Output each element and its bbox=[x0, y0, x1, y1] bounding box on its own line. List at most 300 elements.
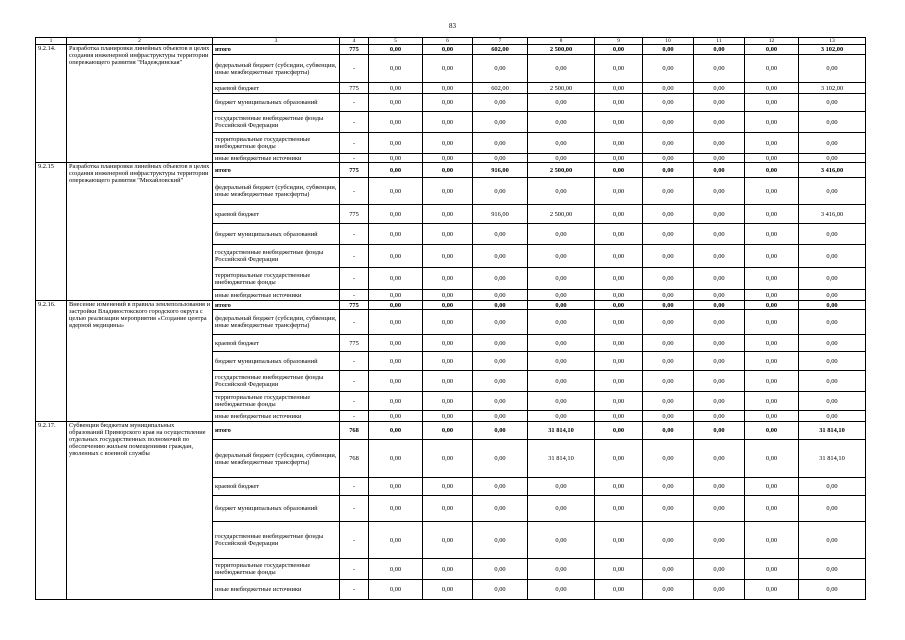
year-value: 0,00 bbox=[528, 133, 595, 154]
total-value: 0,00 bbox=[799, 496, 866, 522]
total-value: 0,00 bbox=[799, 154, 866, 163]
year-value: 0,00 bbox=[595, 352, 643, 371]
year-value: 0,00 bbox=[423, 310, 473, 335]
year-value: 0,00 bbox=[595, 133, 643, 154]
year-value: 0,00 bbox=[473, 422, 528, 440]
funding-source: краевой бюджет bbox=[213, 335, 340, 352]
budget-code: 775 bbox=[340, 163, 369, 178]
year-value: 0,00 bbox=[423, 440, 473, 478]
year-value: 0,00 bbox=[423, 245, 473, 268]
year-value: 0,00 bbox=[745, 478, 799, 496]
funding-source: иные внебюджетные источники bbox=[213, 290, 340, 301]
year-value: 0,00 bbox=[473, 335, 528, 352]
year-value: 0,00 bbox=[528, 559, 595, 580]
year-value: 0,00 bbox=[528, 94, 595, 112]
year-value: 0,00 bbox=[369, 310, 423, 335]
year-value: 0,00 bbox=[643, 112, 694, 133]
funding-source: краевой бюджет bbox=[213, 478, 340, 496]
column-number-row bbox=[36, 38, 866, 45]
funding-source: территориальные государственные внебюджетные фонды bbox=[213, 133, 340, 154]
total-value: 0,00 bbox=[799, 580, 866, 600]
funding-source: итого bbox=[213, 422, 340, 440]
year-value: 0,00 bbox=[369, 154, 423, 163]
year-value: 0,00 bbox=[528, 580, 595, 600]
funding-source: федеральный бюджет (субсидии, субвенции, иные межбюджетные трансферты) bbox=[213, 440, 340, 478]
year-value: 0,00 bbox=[745, 371, 799, 392]
budget-code: - bbox=[340, 154, 369, 163]
year-value: 0,00 bbox=[643, 178, 694, 205]
budget-code: - bbox=[340, 496, 369, 522]
total-value: 0,00 bbox=[799, 245, 866, 268]
year-value: 0,00 bbox=[595, 178, 643, 205]
year-value: 0,00 bbox=[643, 45, 694, 55]
item-number: 9.2.16. bbox=[36, 301, 67, 422]
funding-source: государственные внебюджетные фонды Российской Федерации bbox=[213, 371, 340, 392]
funding-source: федеральный бюджет (субсидии, субвенции, иные межбюджетные трансферты) bbox=[213, 178, 340, 205]
year-value: 0,00 bbox=[745, 290, 799, 301]
budget-code: - bbox=[340, 559, 369, 580]
year-value: 0,00 bbox=[369, 112, 423, 133]
page-number: 83 bbox=[449, 22, 456, 30]
year-value: 0,00 bbox=[369, 371, 423, 392]
year-value: 0,00 bbox=[694, 94, 745, 112]
budget-code: - bbox=[340, 290, 369, 301]
year-value: 0,00 bbox=[643, 94, 694, 112]
total-value: 0,00 bbox=[799, 371, 866, 392]
year-value: 0,00 bbox=[473, 478, 528, 496]
year-value: 0,00 bbox=[694, 55, 745, 83]
year-value: 0,00 bbox=[694, 45, 745, 55]
year-value: 0,00 bbox=[473, 411, 528, 422]
budget-code: - bbox=[340, 352, 369, 371]
item-name: Внесение изменений в правила землепользования и застройки Владивостокского городского округа с целью реализации мероприятия «Создание центра ядерной медицины» bbox=[67, 301, 213, 422]
year-value: 0,00 bbox=[745, 45, 799, 55]
year-value: 0,00 bbox=[745, 440, 799, 478]
year-value: 0,00 bbox=[423, 205, 473, 224]
year-value: 0,00 bbox=[369, 55, 423, 83]
year-value: 0,00 bbox=[473, 178, 528, 205]
year-value: 0,00 bbox=[528, 112, 595, 133]
year-value: 0,00 bbox=[643, 205, 694, 224]
total-value: 0,00 bbox=[799, 352, 866, 371]
year-value: 0,00 bbox=[694, 163, 745, 178]
total-value: 0,00 bbox=[799, 290, 866, 301]
year-value: 0,00 bbox=[745, 154, 799, 163]
total-value: 0,00 bbox=[799, 335, 866, 352]
total-value: 0,00 bbox=[799, 392, 866, 411]
year-value: 0,00 bbox=[473, 112, 528, 133]
year-value: 0,00 bbox=[694, 478, 745, 496]
funding-source: краевой бюджет bbox=[213, 83, 340, 94]
budget-code: - bbox=[340, 133, 369, 154]
year-value: 0,00 bbox=[694, 392, 745, 411]
funding-source: государственные внебюджетные фонды Российской Федерации bbox=[213, 112, 340, 133]
total-value: 0,00 bbox=[799, 112, 866, 133]
budget-code: - bbox=[340, 580, 369, 600]
year-value: 0,00 bbox=[473, 245, 528, 268]
year-value: 0,00 bbox=[745, 352, 799, 371]
year-value: 0,00 bbox=[528, 352, 595, 371]
year-value: 0,00 bbox=[423, 45, 473, 55]
year-value: 0,00 bbox=[473, 55, 528, 83]
year-value: 0,00 bbox=[473, 224, 528, 245]
year-value: 2 500,00 bbox=[528, 45, 595, 55]
year-value: 0,00 bbox=[473, 371, 528, 392]
year-value: 0,00 bbox=[369, 392, 423, 411]
year-value: 0,00 bbox=[643, 133, 694, 154]
year-value: 0,00 bbox=[745, 559, 799, 580]
total-value: 3 102,00 bbox=[799, 83, 866, 94]
year-value: 0,00 bbox=[369, 440, 423, 478]
year-value: 0,00 bbox=[423, 133, 473, 154]
year-value: 0,00 bbox=[423, 268, 473, 290]
total-value: 0,00 bbox=[799, 522, 866, 559]
year-value: 0,00 bbox=[694, 559, 745, 580]
year-value: 0,00 bbox=[473, 133, 528, 154]
column-number: 3 bbox=[213, 38, 340, 45]
year-value: 0,00 bbox=[694, 352, 745, 371]
year-value: 0,00 bbox=[745, 224, 799, 245]
year-value: 0,00 bbox=[643, 392, 694, 411]
column-number: 5 bbox=[369, 38, 423, 45]
budget-code: 775 bbox=[340, 45, 369, 55]
year-value: 0,00 bbox=[369, 224, 423, 245]
total-value: 0,00 bbox=[799, 133, 866, 154]
column-number: 11 bbox=[694, 38, 745, 45]
year-value: 0,00 bbox=[595, 422, 643, 440]
year-value: 0,00 bbox=[473, 310, 528, 335]
funding-source: иные внебюджетные источники bbox=[213, 580, 340, 600]
year-value: 0,00 bbox=[745, 411, 799, 422]
budget-code: - bbox=[340, 371, 369, 392]
budget-code: 775 bbox=[340, 205, 369, 224]
year-value: 0,00 bbox=[595, 335, 643, 352]
year-value: 0,00 bbox=[745, 205, 799, 224]
year-value: 0,00 bbox=[423, 522, 473, 559]
year-value: 0,00 bbox=[595, 580, 643, 600]
year-value: 0,00 bbox=[423, 371, 473, 392]
year-value: 0,00 bbox=[369, 268, 423, 290]
funding-source: бюджет муниципальных образований bbox=[213, 224, 340, 245]
year-value: 0,00 bbox=[528, 224, 595, 245]
year-value: 0,00 bbox=[595, 45, 643, 55]
year-value: 0,00 bbox=[694, 112, 745, 133]
column-number: 7 bbox=[473, 38, 528, 45]
year-value: 0,00 bbox=[528, 310, 595, 335]
year-value: 0,00 bbox=[423, 83, 473, 94]
year-value: 0,00 bbox=[369, 580, 423, 600]
column-number: 10 bbox=[643, 38, 694, 45]
year-value: 0,00 bbox=[423, 178, 473, 205]
year-value: 0,00 bbox=[643, 154, 694, 163]
year-value: 0,00 bbox=[595, 290, 643, 301]
year-value: 0,00 bbox=[745, 310, 799, 335]
year-value: 0,00 bbox=[473, 496, 528, 522]
year-value: 0,00 bbox=[643, 422, 694, 440]
year-value: 0,00 bbox=[694, 580, 745, 600]
year-value: 0,00 bbox=[745, 83, 799, 94]
funding-source: иные внебюджетные источники bbox=[213, 154, 340, 163]
year-value: 2 500,00 bbox=[528, 83, 595, 94]
total-value: 0,00 bbox=[799, 411, 866, 422]
year-value: 0,00 bbox=[694, 496, 745, 522]
year-value: 0,00 bbox=[369, 94, 423, 112]
budget-code: - bbox=[340, 268, 369, 290]
year-value: 0,00 bbox=[694, 133, 745, 154]
year-value: 0,00 bbox=[423, 55, 473, 83]
total-value: 31 814,10 bbox=[799, 440, 866, 478]
year-value: 0,00 bbox=[473, 440, 528, 478]
year-value: 0,00 bbox=[595, 478, 643, 496]
year-value: 0,00 bbox=[595, 205, 643, 224]
year-value: 0,00 bbox=[528, 268, 595, 290]
year-value: 0,00 bbox=[423, 154, 473, 163]
year-value: 0,00 bbox=[694, 335, 745, 352]
year-value: 0,00 bbox=[473, 559, 528, 580]
year-value: 0,00 bbox=[745, 268, 799, 290]
year-value: 0,00 bbox=[745, 522, 799, 559]
year-value: 0,00 bbox=[643, 496, 694, 522]
budget-code: - bbox=[340, 245, 369, 268]
year-value: 0,00 bbox=[423, 301, 473, 310]
year-value: 0,00 bbox=[369, 205, 423, 224]
table-row bbox=[36, 45, 866, 55]
budget-code: - bbox=[340, 55, 369, 83]
budget-code: - bbox=[340, 392, 369, 411]
year-value: 0,00 bbox=[473, 301, 528, 310]
year-value: 2 500,00 bbox=[528, 205, 595, 224]
year-value: 0,00 bbox=[369, 522, 423, 559]
total-value: 0,00 bbox=[799, 301, 866, 310]
year-value: 0,00 bbox=[369, 352, 423, 371]
year-value: 0,00 bbox=[473, 522, 528, 559]
item-number: 9.2.14. bbox=[36, 45, 67, 163]
budget-code: 768 bbox=[340, 422, 369, 440]
table-row bbox=[36, 301, 866, 310]
budget-code: - bbox=[340, 224, 369, 245]
year-value: 0,00 bbox=[595, 163, 643, 178]
funding-source: итого bbox=[213, 163, 340, 178]
year-value: 0,00 bbox=[595, 94, 643, 112]
year-value: 0,00 bbox=[745, 163, 799, 178]
budget-code: - bbox=[340, 310, 369, 335]
funding-source: федеральный бюджет (субсидии, субвенции, иные межбюджетные трансферты) bbox=[213, 310, 340, 335]
item-name: Субвенции бюджетам муниципальных образований Приморского края на осуществление отдельных государственных полномочий по обеспечению жильем помещениями граждан, уволенных с военной службы bbox=[67, 422, 213, 600]
column-number: 13 bbox=[799, 38, 866, 45]
funding-source: бюджет муниципальных образований bbox=[213, 496, 340, 522]
budget-code: 775 bbox=[340, 335, 369, 352]
year-value: 0,00 bbox=[528, 522, 595, 559]
year-value: 0,00 bbox=[694, 422, 745, 440]
year-value: 0,00 bbox=[423, 392, 473, 411]
year-value: 0,00 bbox=[643, 440, 694, 478]
year-value: 0,00 bbox=[423, 224, 473, 245]
year-value: 0,00 bbox=[369, 496, 423, 522]
year-value: 0,00 bbox=[745, 580, 799, 600]
budget-code: - bbox=[340, 522, 369, 559]
year-value: 0,00 bbox=[595, 411, 643, 422]
year-value: 0,00 bbox=[528, 55, 595, 83]
year-value: 0,00 bbox=[369, 290, 423, 301]
year-value: 0,00 bbox=[423, 94, 473, 112]
year-value: 0,00 bbox=[745, 55, 799, 83]
year-value: 0,00 bbox=[595, 224, 643, 245]
year-value: 0,00 bbox=[745, 178, 799, 205]
year-value: 0,00 bbox=[595, 392, 643, 411]
year-value: 0,00 bbox=[423, 163, 473, 178]
year-value: 0,00 bbox=[369, 422, 423, 440]
year-value: 0,00 bbox=[595, 245, 643, 268]
year-value: 0,00 bbox=[694, 440, 745, 478]
year-value: 0,00 bbox=[473, 392, 528, 411]
year-value: 0,00 bbox=[528, 301, 595, 310]
year-value: 0,00 bbox=[745, 94, 799, 112]
budget-code: - bbox=[340, 411, 369, 422]
funding-source: государственные внебюджетные фонды Российской Федерации bbox=[213, 522, 340, 559]
table-body bbox=[36, 38, 866, 600]
year-value: 0,00 bbox=[423, 335, 473, 352]
column-number: 12 bbox=[745, 38, 799, 45]
year-value: 0,00 bbox=[694, 154, 745, 163]
year-value: 0,00 bbox=[694, 245, 745, 268]
column-number: 2 bbox=[67, 38, 213, 45]
total-value: 0,00 bbox=[799, 310, 866, 335]
year-value: 0,00 bbox=[643, 310, 694, 335]
item-name: Разработка планировки линейных объектов в целях создания инженерной инфраструктуры территории опережающего развития "Надеждинская" bbox=[67, 45, 213, 163]
year-value: 0,00 bbox=[369, 301, 423, 310]
year-value: 0,00 bbox=[595, 112, 643, 133]
budget-table bbox=[35, 37, 866, 600]
year-value: 0,00 bbox=[595, 440, 643, 478]
year-value: 0,00 bbox=[595, 154, 643, 163]
total-value: 3 416,00 bbox=[799, 205, 866, 224]
table-row bbox=[36, 422, 866, 440]
year-value: 0,00 bbox=[473, 352, 528, 371]
year-value: 0,00 bbox=[694, 268, 745, 290]
column-number: 4 bbox=[340, 38, 369, 45]
funding-source: иные внебюджетные источники bbox=[213, 411, 340, 422]
year-value: 0,00 bbox=[643, 245, 694, 268]
year-value: 0,00 bbox=[694, 205, 745, 224]
year-value: 0,00 bbox=[528, 392, 595, 411]
year-value: 0,00 bbox=[643, 268, 694, 290]
total-value: 0,00 bbox=[799, 268, 866, 290]
year-value: 916,00 bbox=[473, 205, 528, 224]
year-value: 0,00 bbox=[423, 411, 473, 422]
year-value: 0,00 bbox=[423, 478, 473, 496]
total-value: 0,00 bbox=[799, 224, 866, 245]
budget-code: - bbox=[340, 178, 369, 205]
year-value: 0,00 bbox=[528, 154, 595, 163]
year-value: 0,00 bbox=[528, 335, 595, 352]
funding-source: бюджет муниципальных образований bbox=[213, 94, 340, 112]
year-value: 0,00 bbox=[694, 83, 745, 94]
year-value: 0,00 bbox=[643, 224, 694, 245]
year-value: 0,00 bbox=[369, 45, 423, 55]
funding-source: краевой бюджет bbox=[213, 205, 340, 224]
year-value: 0,00 bbox=[369, 411, 423, 422]
year-value: 0,00 bbox=[423, 559, 473, 580]
year-value: 0,00 bbox=[369, 559, 423, 580]
year-value: 0,00 bbox=[369, 163, 423, 178]
year-value: 602,00 bbox=[473, 83, 528, 94]
year-value: 0,00 bbox=[694, 178, 745, 205]
year-value: 0,00 bbox=[694, 310, 745, 335]
year-value: 602,00 bbox=[473, 45, 528, 55]
year-value: 0,00 bbox=[643, 411, 694, 422]
year-value: 0,00 bbox=[643, 55, 694, 83]
budget-code: - bbox=[340, 112, 369, 133]
total-value: 0,00 bbox=[799, 55, 866, 83]
year-value: 0,00 bbox=[369, 335, 423, 352]
budget-code: 775 bbox=[340, 301, 369, 310]
year-value: 0,00 bbox=[694, 290, 745, 301]
year-value: 0,00 bbox=[595, 268, 643, 290]
year-value: 0,00 bbox=[595, 522, 643, 559]
year-value: 0,00 bbox=[643, 559, 694, 580]
year-value: 0,00 bbox=[745, 301, 799, 310]
year-value: 0,00 bbox=[745, 392, 799, 411]
year-value: 0,00 bbox=[745, 112, 799, 133]
year-value: 0,00 bbox=[528, 245, 595, 268]
year-value: 0,00 bbox=[643, 522, 694, 559]
year-value: 0,00 bbox=[643, 163, 694, 178]
year-value: 0,00 bbox=[595, 310, 643, 335]
year-value: 0,00 bbox=[369, 178, 423, 205]
year-value: 0,00 bbox=[643, 580, 694, 600]
year-value: 0,00 bbox=[745, 496, 799, 522]
year-value: 0,00 bbox=[694, 301, 745, 310]
column-number: 1 bbox=[36, 38, 67, 45]
year-value: 0,00 bbox=[595, 371, 643, 392]
year-value: 0,00 bbox=[643, 83, 694, 94]
year-value: 0,00 bbox=[369, 133, 423, 154]
item-number: 9.2.17. bbox=[36, 422, 67, 600]
year-value: 0,00 bbox=[643, 301, 694, 310]
column-number: 8 bbox=[528, 38, 595, 45]
year-value: 0,00 bbox=[745, 422, 799, 440]
year-value: 0,00 bbox=[595, 83, 643, 94]
item-name: Разработка планировки линейных объектов в целях создания инженерной инфраструктуры территории опережающего развития "Михайловский" bbox=[67, 163, 213, 301]
year-value: 0,00 bbox=[423, 496, 473, 522]
year-value: 0,00 bbox=[528, 290, 595, 301]
column-number: 9 bbox=[595, 38, 643, 45]
year-value: 0,00 bbox=[643, 290, 694, 301]
year-value: 0,00 bbox=[473, 94, 528, 112]
year-value: 0,00 bbox=[745, 245, 799, 268]
year-value: 0,00 bbox=[473, 290, 528, 301]
funding-source: государственные внебюджетные фонды Российской Федерации bbox=[213, 245, 340, 268]
table-row bbox=[36, 163, 866, 178]
year-value: 0,00 bbox=[528, 371, 595, 392]
year-value: 31 814,10 bbox=[528, 422, 595, 440]
year-value: 0,00 bbox=[643, 371, 694, 392]
budget-code: 768 bbox=[340, 440, 369, 478]
total-value: 31 814,10 bbox=[799, 422, 866, 440]
year-value: 0,00 bbox=[473, 154, 528, 163]
year-value: 0,00 bbox=[694, 522, 745, 559]
budget-code: - bbox=[340, 94, 369, 112]
year-value: 0,00 bbox=[528, 478, 595, 496]
funding-source: территориальные государственные внебюджетные фонды bbox=[213, 559, 340, 580]
year-value: 0,00 bbox=[694, 224, 745, 245]
year-value: 0,00 bbox=[595, 496, 643, 522]
budget-code: - bbox=[340, 478, 369, 496]
year-value: 0,00 bbox=[643, 352, 694, 371]
funding-source: территориальные государственные внебюджетные фонды bbox=[213, 392, 340, 411]
item-number: 9.2.15 bbox=[36, 163, 67, 301]
year-value: 0,00 bbox=[423, 290, 473, 301]
